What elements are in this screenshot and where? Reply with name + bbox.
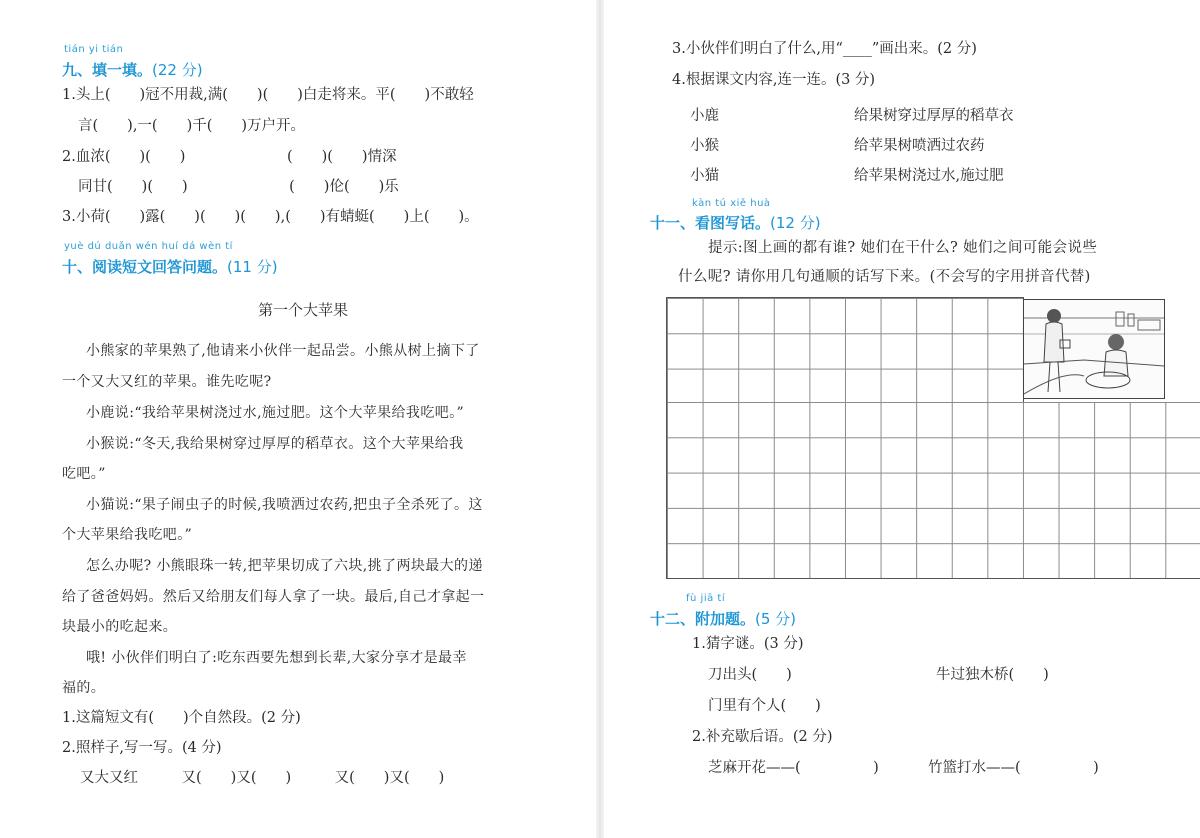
story-line: 怎么办呢? 小熊眼珠一转,把苹果切成了六块,挑了两块最大的递 [86,558,483,574]
scene-picture [1023,299,1165,399]
match-animal-2: 小猴 [690,138,719,154]
s10-question-1: 1.这篇短文有( )个自然段。(2 分) [62,710,301,726]
story-line: 小熊家的苹果熟了,他请来小伙伴一起品尝。小熊从树上摘下了 [86,343,480,359]
section12-heading [650,608,796,629]
story-title: 第一个大苹果 [258,301,349,319]
s9-line-5: 3.小荷( )露( )( )( ),( )有蜻蜓( )上( )。 [62,209,479,225]
match-deed-2: 给苹果树喷洒过农药 [854,138,985,154]
s9-line-3: 2.血浓( )( ) ( )( )情深 [62,149,397,165]
section10-score: (11 分) [227,258,278,276]
section9-score: (22 分) [152,61,203,79]
story-line: 小猫说:“果子闹虫子的时候,我喷洒过农药,把虫子全杀死了。这 [86,497,483,513]
story-line: 小鹿说:“我给苹果树浇过水,施过肥。这个大苹果给我吃吧。” [86,405,465,421]
section12-score: (5 分) [755,610,797,628]
riddle-2: 牛过独木桥( ) [936,667,1049,683]
story-line: 小猴说:“冬天,我给果树穿过厚厚的稻草衣。这个大苹果给我 [86,436,464,452]
riddle-1: 刀出头( ) [708,667,792,683]
s9-line-4: 同甘( )( ) ( )伦( )乐 [78,179,399,195]
right-page [602,0,1200,838]
section9-title: 九、填一填。 [62,61,153,79]
writing-grid-top[interactable] [666,297,1024,404]
riddle-3: 门里有个人( ) [708,698,821,714]
q3-line: 3.小伙伴们明白了什么,用“____”画出来。(2 分) [672,41,977,57]
section9-pinyin: tián yi tián [64,44,124,55]
match-animal-3: 小猫 [690,168,719,184]
s9-line-2: 言( ),一( )千( )万户开。 [78,118,306,134]
scene-illustration [1024,300,1164,398]
section11-heading [650,212,821,233]
saying-1: 芝麻开花——( ) [708,760,879,776]
section11-pinyin: kàn tú xiě huà [692,198,771,209]
section11-title: 十一、看图写话。 [650,214,771,232]
section10-pinyin: yuè dú duǎn wén huí dá wèn tí [64,241,233,252]
s11-prompt-2: 什么呢? 请你用几句通顺的话写下来。(不会写的字用拼音代替) [678,269,1091,285]
section9-heading [62,59,203,80]
story-line: 个大苹果给我吃吧。” [62,527,193,543]
section12-pinyin: fù jiā tí [686,593,726,604]
s9-line-1: 1.头上( )冠不用裁,满( )( )白走将来。平( )不敢轻 [62,87,474,103]
q4-line: 4.根据课文内容,连一连。(3 分) [672,72,876,88]
s12-q1: 1.猜字谜。(3 分) [692,636,804,652]
story-line: 吃吧。” [62,466,106,482]
story-line: 一个又大又红的苹果。谁先吃呢? [62,374,272,390]
section10-heading [62,256,278,277]
s11-prompt-1: 提示:图上画的都有谁? 她们在干什么? 她们之间可能会说些 [708,240,1098,256]
writing-grid-bottom[interactable] [666,402,1200,579]
match-deed-1: 给果树穿过厚厚的稻草衣 [854,108,1014,124]
left-page [0,0,598,838]
section12-title: 十二、附加题。 [650,610,756,628]
story-line: 哦! 小伙伴们明白了:吃东西要先想到长辈,大家分享才是最幸 [86,650,467,666]
s12-q2: 2.补充歇后语。(2 分) [692,729,833,745]
section10-title: 十、阅读短文回答问题。 [62,258,228,276]
story-line: 福的。 [62,680,106,696]
match-animal-1: 小鹿 [690,108,719,124]
story-line: 块最小的吃起来。 [62,619,178,635]
saying-2: 竹篮打水——( ) [928,760,1099,776]
story-line: 给了爸爸妈妈。然后又给朋友们每人拿了一块。最后,自己才拿起一 [62,589,485,605]
s10-question-2: 2.照样子,写一写。(4 分) [62,740,222,756]
match-deed-3: 给苹果树浇过水,施过肥 [854,168,1004,184]
s10-question-2-example: 又大又红 又( )又( ) 又( )又( ) [80,770,445,786]
section11-score: (12 分) [770,214,821,232]
